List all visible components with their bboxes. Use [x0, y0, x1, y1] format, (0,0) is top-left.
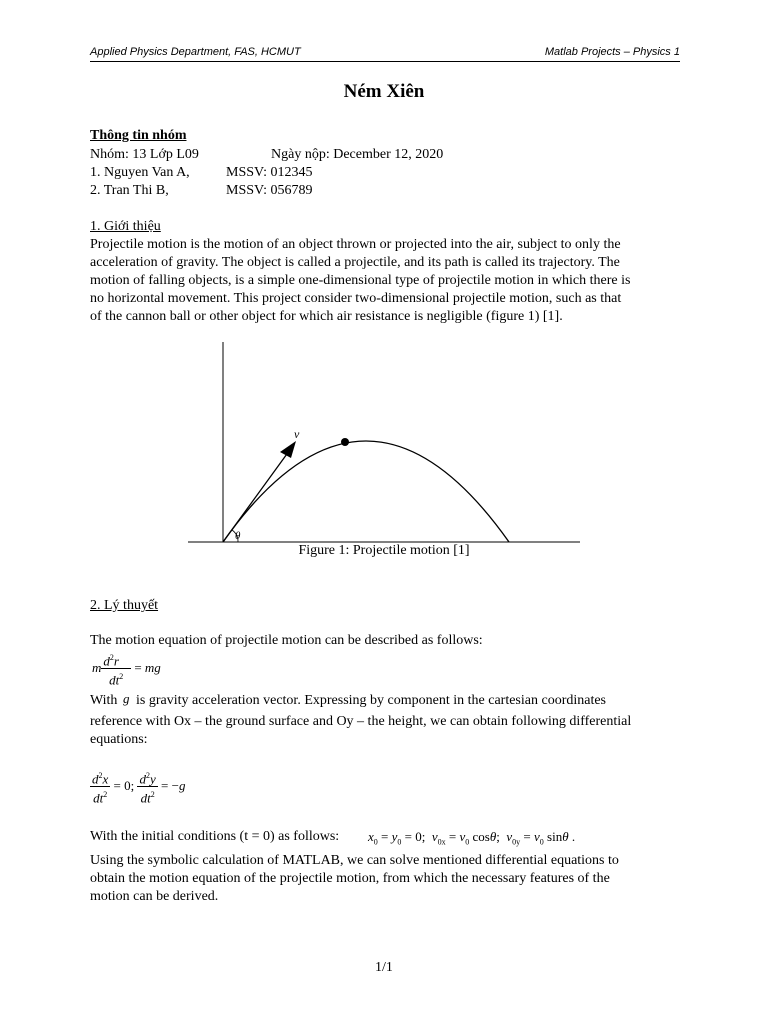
newton-equation: m $\frac{d^2r⃗}{dt^2}$ = mg⃗	[92, 650, 171, 688]
member-2-id: MSSV: 056789	[226, 183, 313, 198]
theory-heading: 2. Lý thuyết	[90, 598, 159, 613]
with-line-b: is gravity acceleration vector. Expressing by component in the cartesian coordinates	[136, 693, 607, 708]
gravity-vector-symbol: g⃗	[123, 691, 140, 706]
trajectory-curve	[223, 441, 509, 542]
intro-line: motion of falling objects, is a simple one-dimensional type of projectile motion in which there is	[90, 273, 631, 288]
member-1-name: 1. Nguyen Van A,	[90, 165, 190, 180]
velocity-arrowhead	[280, 441, 296, 458]
matlab-line: Using the symbolic calculation of MATLAB, we can solve mentioned differential equations to	[90, 853, 619, 868]
matlab-line: obtain the motion equation of the projectile motion, from which the necessary features of the	[90, 871, 610, 886]
intro-line: no horizontal movement. This project consider two-dimensional projectile motion, such as that	[90, 291, 622, 306]
with-line-3: equations:	[90, 732, 148, 747]
velocity-vector	[223, 447, 292, 542]
document-title: Ném Xiên	[343, 81, 425, 102]
group-heading: Thông tin nhóm	[90, 128, 187, 143]
figure-caption: Figure 1: Projectile motion [1]	[298, 543, 470, 558]
header-left: Applied Physics Department, FAS, HCMUT	[90, 46, 301, 58]
group-team: Nhóm: 13 Lớp L09	[90, 147, 199, 162]
projectile-ball	[341, 438, 349, 446]
page-number: 1/1	[375, 960, 393, 975]
theory-intro: The motion equation of projectile motion can be described as follows:	[90, 633, 483, 648]
header-right: Matlab Projects – Physics 1	[544, 46, 680, 58]
intro-line: of the cannon ball or other object for which air resistance is negligible (figure 1) [1].	[90, 309, 563, 324]
intro-line: acceleration of gravity. The object is called a projectile, and its path is called its trajectory. The	[90, 255, 620, 270]
component-equations: $\frac{d^2x}{dt^2}$ = 0; $\frac{d^2y}{dt^2}$ = −g	[90, 768, 185, 806]
member-2-name: 2. Tran Thi B,	[90, 183, 169, 198]
intro-line: Projectile motion is the motion of an object thrown or projected into the air, subject to only the	[90, 237, 621, 252]
member-1-id: MSSV: 012345	[226, 165, 313, 180]
with-line-a: With	[90, 693, 118, 708]
velocity-label: v	[294, 427, 300, 441]
theta-label: θ	[235, 530, 241, 542]
initial-conditions-text: With the initial conditions (t = 0) as follows:	[90, 829, 340, 844]
initial-conditions-equation: $x_0 = y_0 = 0$; $v_{0x} = v_0$ cosθ; $v_{0y} = v_0$ sinθ .	[368, 829, 576, 847]
matlab-line: motion can be derived.	[90, 889, 219, 904]
with-line-2: reference with Ox – the ground surface and Oy – the height, we can obtain following differential	[90, 714, 632, 729]
submission-date: Ngày nộp: December 12, 2020	[271, 147, 444, 162]
intro-heading: 1. Giới thiệu	[90, 219, 161, 234]
